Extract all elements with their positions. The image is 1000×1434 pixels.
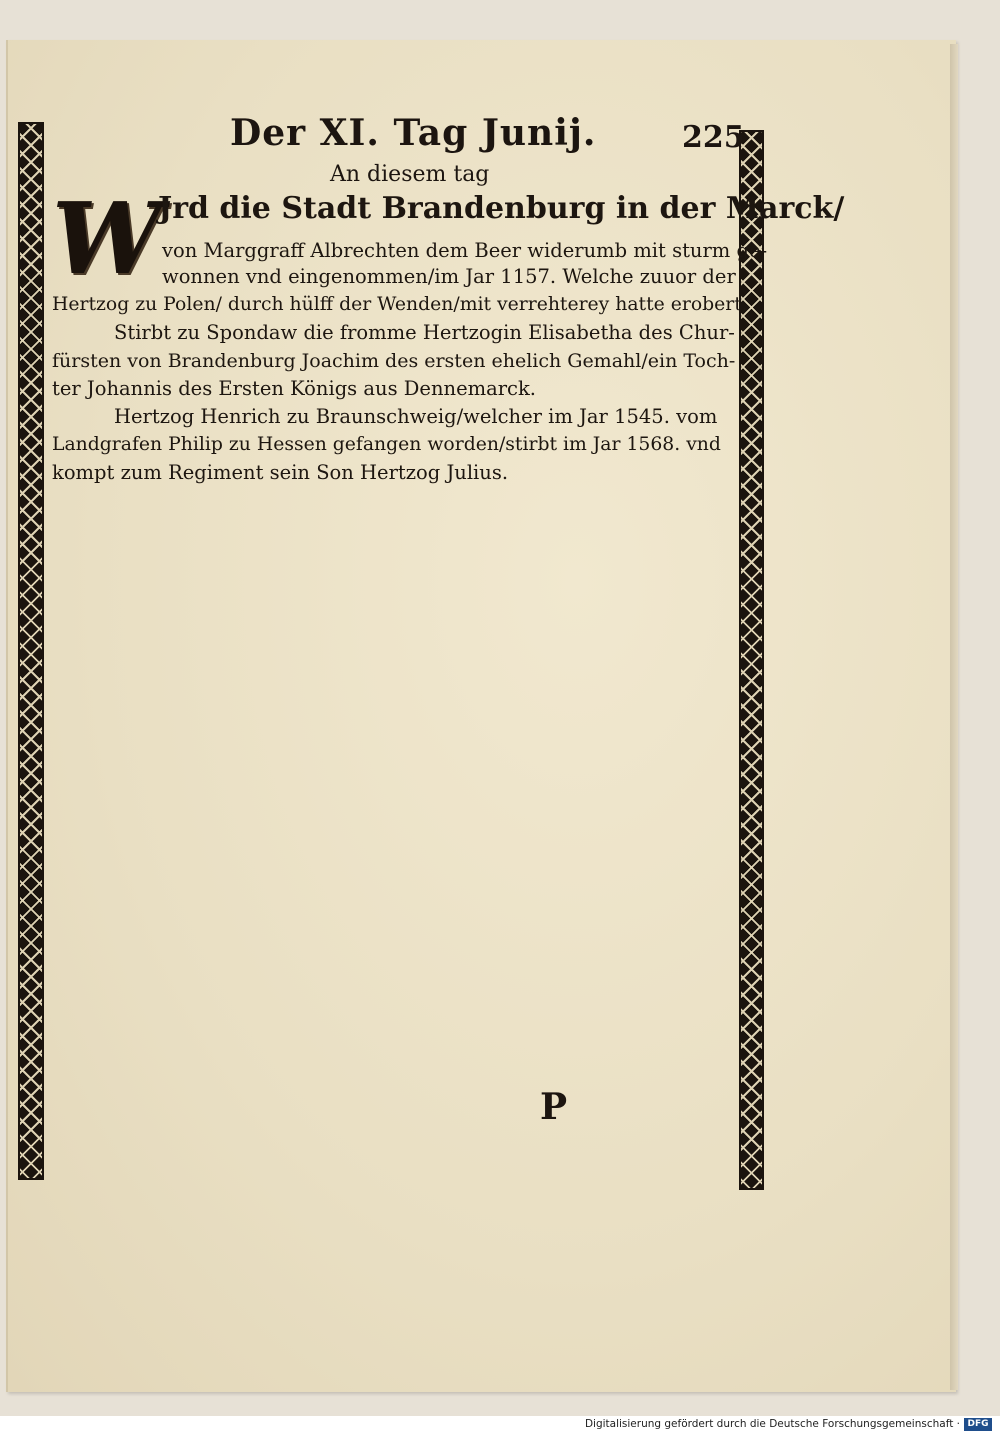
footer-credit: Digitalisierung gefördert durch die Deutsche Forschungsgemeinschaft · bbox=[584, 1418, 960, 1430]
text-line-10: kompt zum Regiment sein Son Hertzog Julius. bbox=[52, 461, 509, 484]
text-line-8: Hertzog Henrich zu Braunschweig/welcher im Jar 1545. vom bbox=[114, 405, 718, 428]
signature-mark: P bbox=[540, 1086, 568, 1128]
ornamental-border-left bbox=[18, 122, 44, 1180]
text-line-2: von Marggraff Albrechten dem Beer widerumb mit sturm ge- bbox=[162, 239, 768, 262]
text-line-7: ter Johannis des Ersten Königs aus Dennemarck. bbox=[52, 377, 536, 400]
text-line-9: Landgrafen Philip zu Hessen gefangen worden/stirbt im Jar 1568. vnd bbox=[52, 434, 721, 455]
decorated-initial: W bbox=[52, 182, 163, 297]
dfg-logo: DFG bbox=[964, 1418, 992, 1431]
text-line-6: fürsten von Brandenburg Joachim des ersten ehelich Gemahl/ein Toch- bbox=[52, 350, 736, 372]
subtitle: An diesem tag bbox=[330, 162, 490, 187]
text-line-4: Hertzog zu Polen/ durch hülff der Wenden/mit verrehterey hatte erobert. bbox=[52, 294, 748, 315]
text-line-1: Jrd die Stadt Brandenburg in der Marck/ bbox=[158, 191, 845, 226]
page-number: 225 bbox=[682, 120, 745, 155]
running-title: Der XI. Tag Junij. bbox=[230, 112, 597, 154]
page-edge bbox=[950, 44, 958, 1390]
ornamental-border-right bbox=[739, 130, 764, 1190]
text-line-3: wonnen vnd eingenommen/im Jar 1157. Welche zuuor der bbox=[162, 265, 736, 288]
text-line-5: Stirbt zu Spondaw die fromme Hertzogin Elisabetha des Chur- bbox=[114, 321, 735, 344]
